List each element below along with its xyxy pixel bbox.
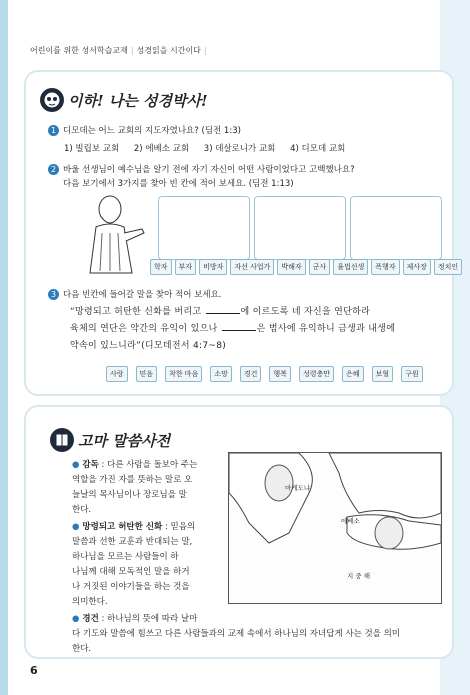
q2-text-line2: 다음 보기에서 3가지를 찾아 빈 칸에 적어 보세요. (딤전 1:13) [63, 179, 294, 189]
side-stripe [0, 0, 8, 695]
q1-number: 1 [48, 125, 59, 136]
quote-line3: 약속이 있느니라”(디모데전서 4:7~8) [70, 341, 227, 351]
definition-godliness: ● 경건 : 하나님의 뜻에 따라 날마 다 기도와 말씀에 힘쓰고 다른 사람들과의 교제 속에서 하나님의 자녀답게 사는 것을 의미 한다. [72, 614, 401, 654]
def-line: 역할을 가진 자를 뜻하는 말로 오 [72, 475, 193, 485]
section-title: 성경읽을 시간이다 [136, 46, 201, 55]
quote-line2-start: 육체의 연단은 약간의 유익이 있으나 [70, 324, 221, 334]
section2-title-text: 고마 말씀사전 [78, 431, 171, 450]
question-2 [48, 163, 355, 191]
page-number: 6 [30, 664, 38, 677]
def-line: 한다. [72, 505, 92, 515]
word-chip[interactable]: 착한 마음 [165, 366, 202, 382]
q3-word-bank [106, 366, 423, 382]
def-line: 늘날의 목사님이나 장로님을 말 [72, 490, 187, 500]
word-chip[interactable]: 성령충만 [299, 366, 334, 382]
book-icon [50, 428, 74, 452]
map-label-sea: 지 중 해 [347, 572, 370, 580]
map-label-macedonia: 마게도냐 [285, 484, 311, 492]
answer-box-2[interactable] [254, 196, 346, 260]
def-line: 말씀과 선한 교훈과 반대되는 말, [72, 537, 193, 547]
quote-line1-start: “망령되고 허탄한 신화를 버리고 [70, 307, 205, 317]
word-chip[interactable]: 보혈 [372, 366, 394, 382]
book-title: 어린이를 위한 성서학습교재 [30, 46, 128, 55]
word-chip[interactable]: 군사 [309, 259, 331, 275]
word-chip[interactable]: 경건 [240, 366, 262, 382]
map-label-ephesus: 에베소 [341, 517, 360, 525]
q2-number: 2 [48, 164, 59, 175]
q1-text: 디모데는 어느 교회의 지도자였나요? (딤전 1:3) [63, 126, 241, 136]
blank-1[interactable] [206, 313, 240, 314]
q2-word-bank [150, 259, 462, 275]
word-chip[interactable]: 박해자 [277, 259, 305, 275]
def-line: : 믿음의 [162, 522, 196, 532]
word-chip[interactable]: 율법선생 [333, 259, 368, 275]
def-term: 감독 [82, 460, 99, 470]
region-map [228, 452, 442, 604]
answer-box-3[interactable] [350, 196, 442, 260]
blank-2[interactable] [222, 330, 256, 331]
word-chip[interactable]: 사랑 [106, 366, 128, 382]
def-line: : 다른 사람을 돌보아 주는 [98, 460, 198, 470]
section2-title [50, 428, 170, 452]
answer-box-1[interactable] [158, 196, 250, 260]
q1-choice-3[interactable]: 3) 데살로니가 교회 [203, 144, 276, 154]
definition-myths: ● 망령되고 허탄한 신화 : 믿음의 말씀과 선한 교훈과 반대되는 말, 하나님을 모르는 사람들이 하 나님께 대해 모독적인 말을 하거 나 거짓된 이야기들을 하는 것을 의미한다. [72, 522, 196, 607]
q1-choices [64, 142, 357, 154]
q1-choice-1[interactable]: 1) 빌립보 교회 [64, 144, 120, 154]
def-line: 한다. [72, 644, 92, 654]
section1-title [40, 88, 208, 112]
q3-number: 3 [48, 289, 59, 300]
def-term: 망령되고 허탄한 신화 [82, 522, 163, 532]
def-term: 경건 [82, 614, 99, 624]
q3-text: 다음 빈칸에 들어갈 말을 찾아 적어 보세요. [63, 290, 222, 300]
word-chip[interactable]: 부자 [175, 259, 197, 275]
word-chip[interactable]: 학자 [150, 259, 172, 275]
question-3 [48, 288, 222, 302]
word-chip[interactable]: 행복 [269, 366, 291, 382]
word-chip[interactable]: 제사장 [403, 259, 431, 275]
word-chip[interactable]: 믿음 [136, 366, 158, 382]
paul-illustration [70, 193, 150, 279]
word-chip[interactable]: 구원 [401, 366, 423, 382]
def-line: 의미한다. [72, 597, 108, 607]
def-line: 다 기도와 말씀에 힘쓰고 다른 사람들과의 교제 속에서 하나님의 자녀답게 사는 것을 의미 [72, 629, 401, 639]
word-chip[interactable]: 비방자 [199, 259, 227, 275]
word-chip[interactable]: 폭행자 [371, 259, 399, 275]
running-header: 어린이를 위한 성서학습교재 | 성경읽을 시간이다 | [30, 46, 207, 55]
q1-choice-4[interactable]: 4) 디모데 교회 [290, 144, 346, 154]
quote-line1-end: 에 이르도록 네 자신을 연단하라 [240, 307, 371, 317]
word-chip[interactable]: 소망 [210, 366, 232, 382]
word-chip[interactable]: 은혜 [342, 366, 364, 382]
def-line: 나님께 대해 모독적인 말을 하거 [72, 567, 190, 577]
quote-line2-end: 은 범사에 유익하니 금생과 내생에 [256, 324, 396, 334]
question-1 [48, 124, 241, 138]
def-line: 나 거짓된 이야기들을 하는 것을 [72, 582, 190, 592]
q2-text-line1: 바울 선생님이 예수님을 알기 전에 자기 자신이 어떤 사람이었다고 고백했나요? [63, 165, 355, 175]
q1-choice-2[interactable]: 2) 에베소 교회 [133, 144, 190, 154]
q3-quote [70, 304, 442, 355]
word-chip[interactable]: 정치인 [434, 259, 462, 275]
section1-title-text: 이하! 나는 성경박사! [68, 91, 208, 110]
owl-icon [40, 88, 64, 112]
word-chip[interactable]: 자선 사업가 [230, 259, 274, 275]
def-line: 하나님을 모르는 사람들이 하 [72, 552, 179, 562]
def-line: : 하나님의 뜻에 따라 날마 [98, 614, 198, 624]
definition-overseer: ● 감독 : 다른 사람을 돌보아 주는 역할을 가진 자를 뜻하는 말로 오 늘날의 목사님이나 장로님을 말 한다. [72, 460, 198, 515]
